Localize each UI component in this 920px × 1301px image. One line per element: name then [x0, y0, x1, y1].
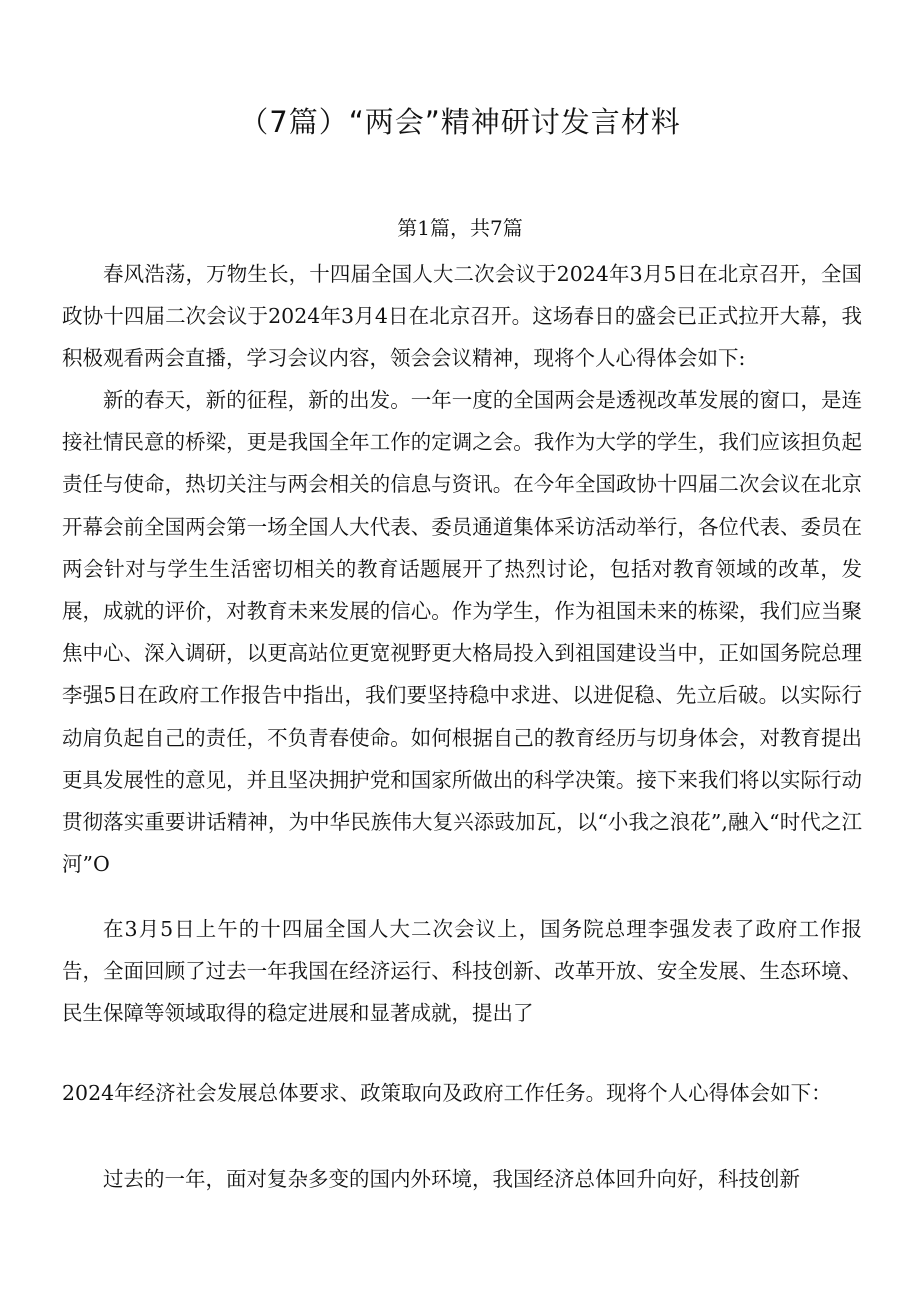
- document-subtitle: 第1篇，共7篇: [397, 216, 523, 240]
- paragraph-past-year: 过去的一年，面对复杂多变的国内外环境，我国经济总体回升向好，科技创新: [103, 1167, 800, 1191]
- paragraph-intro: 春风浩荡，万物生长，十四届全国人大二次会议于2024年3月5日在北京召开，全国政协十四届二次会议于2024年3月4日在北京召开。这场春日的盛会已正式拉开大幕，我积极观看两会直播，学习会议内容，领会会议精神，现将个人心得体会如下:: [62, 262, 862, 371]
- paragraph-government-report: 在3月5日上午的十四届全国人大二次会议上，国务院总理李强发表了政府工作报告，全面回顾了过去一年我国在经济运行、科技创新、改革开放、安全发展、生态环境、民生保障等领域取得的稳定进展和显著成就，提出了: [62, 917, 862, 1026]
- document-title: （7篇）“两会”精神研讨发言材料: [239, 105, 681, 139]
- paragraph-2024-requirements: 2024年经济社会发展总体要求、政策取向及政府工作任务。现将个人心得体会如下：: [62, 1081, 832, 1105]
- paragraph-new-spring: 新的春天，新的征程，新的出发。一年一度的全国两会是透视改革发展的窗口，是连接社情民意的桥梁，更是我国全年工作的定调之会。我作为大学的学生，我们应该担负起责任与使命，热切关注与两会相关的信息与资讯。在今年全国政协十四届二次会议在北京开幕会前全国两会第一场全国人大代表、委员通道集体采访活动举行，各位代表、委员在两会针对与学生生活密切相关的教育话题展开了热烈讨论，包括对教育领域的改革，发展，成就的评价，对教育未来发展的信心。作为学生，作为祖国未来的栋梁，我们应当聚焦中心、深入调研，以更高站位更宽视野更大格局投入到祖国建设当中，正如国务院总理李强5日在政府工作报告中指出，我们要坚持稳中求进、以进促稳、先立后破。以实际行动肩负起自己的责任，不负青春使命。如何根据自己的教育经历与切身体会，对教育提出更具发展性的意见，并且坚决拥护党和国家所做出的科学决策。接下来我们将以实际行动贯彻落实重要讲话精神，为中华民族伟大复兴添豉加瓦，以“小我之浪花”,融入“时代之江河”O: [62, 388, 862, 877]
